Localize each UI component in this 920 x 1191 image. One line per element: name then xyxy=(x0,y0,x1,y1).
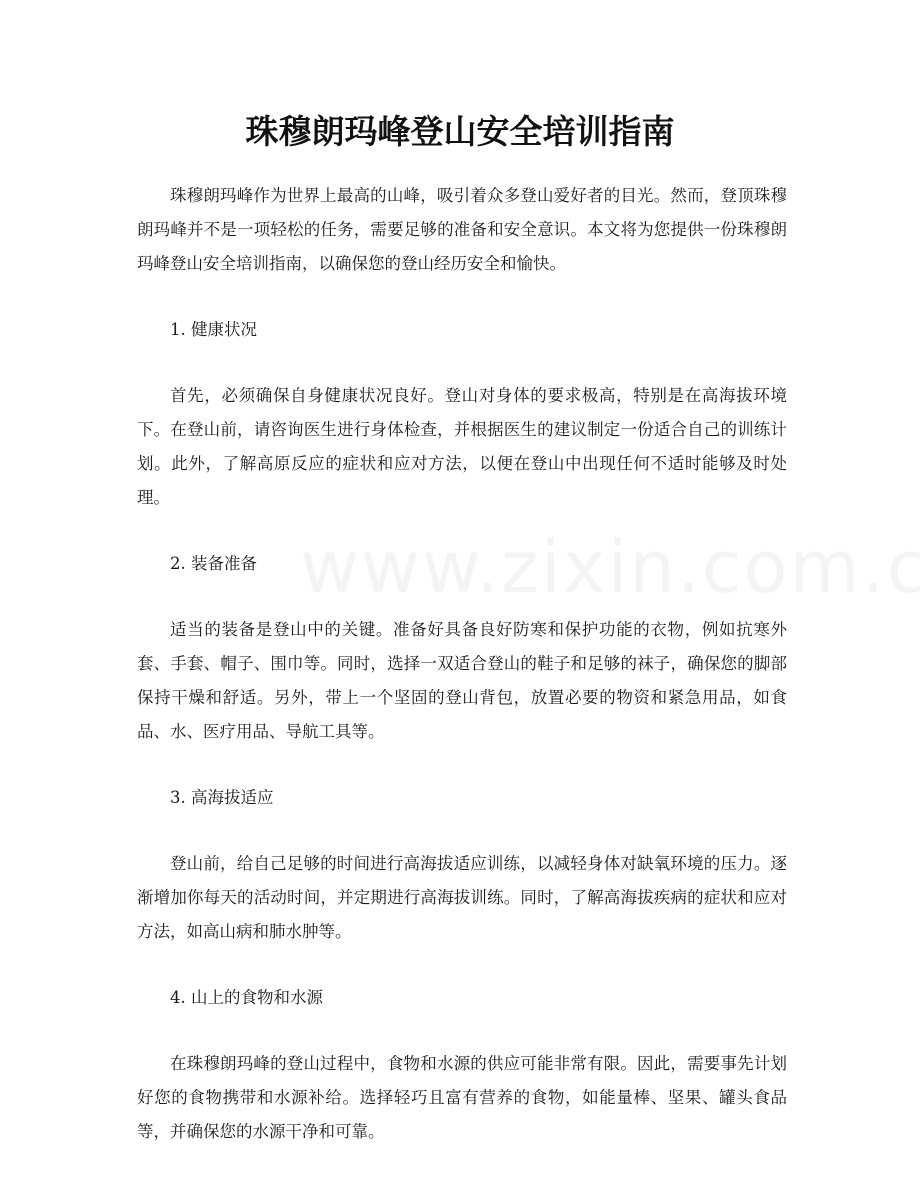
section-heading-health: 1. 健康状况 xyxy=(170,320,257,339)
section-body-food-water: 在珠穆朗玛峰的登山过程中，食物和水源的供应可能非常有限。因此，需要事先计划好您的食物携带和水源补给。选择轻巧且富有营养的食物，如能量棒、坚果、罐头食品等，并确保您的水源干净和可靠。 xyxy=(137,1054,787,1141)
section-heading-food-water: 4. 山上的食物和水源 xyxy=(170,988,323,1007)
section-heading-equipment: 2. 装备准备 xyxy=(170,554,257,573)
page-title: 珠穆朗玛峰登山安全培训指南 xyxy=(245,112,675,151)
intro-paragraph: 珠穆朗玛峰作为世界上最高的山峰，吸引着众多登山爱好者的目光。然而，登顶珠穆朗玛峰并不是一项轻松的任务，需要足够的准备和安全意识。本文将为您提供一份珠穆朗玛峰登山安全培训指南，以确保您的登山经历安全和愉快。 xyxy=(137,186,787,273)
section-body-altitude: 登山前，给自己足够的时间进行高海拔适应训练，以减轻身体对缺氧环境的压力。逐渐增加你每天的活动时间，并定期进行高海拔训练。同时，了解高海拔疾病的症状和应对方法，如高山病和肺水肿等。 xyxy=(137,854,787,941)
document-body xyxy=(137,179,787,1181)
section-heading-altitude: 3. 高海拔适应 xyxy=(170,788,274,807)
section-body-equipment: 适当的装备是登山中的关键。准备好具备良好防寒和保护功能的衣物，例如抗寒外套、手套、帽子、围巾等。同时，选择一双适合登山的鞋子和足够的袜子，确保您的脚部保持干燥和舒适。另外，带上一个坚固的登山背包，放置必要的物资和紧急用品，如食品、水、医疗用品、导航工具等。 xyxy=(137,620,787,741)
section-body-health: 首先，必须确保自身健康状况良好。登山对身体的要求极高，特别是在高海拔环境下。在登山前，请咨询医生进行身体检查，并根据医生的建议制定一份适合自己的训练计划。此外，了解高原反应的症状和应对方法，以便在登山中出现任何不适时能够及时处理。 xyxy=(137,386,787,507)
